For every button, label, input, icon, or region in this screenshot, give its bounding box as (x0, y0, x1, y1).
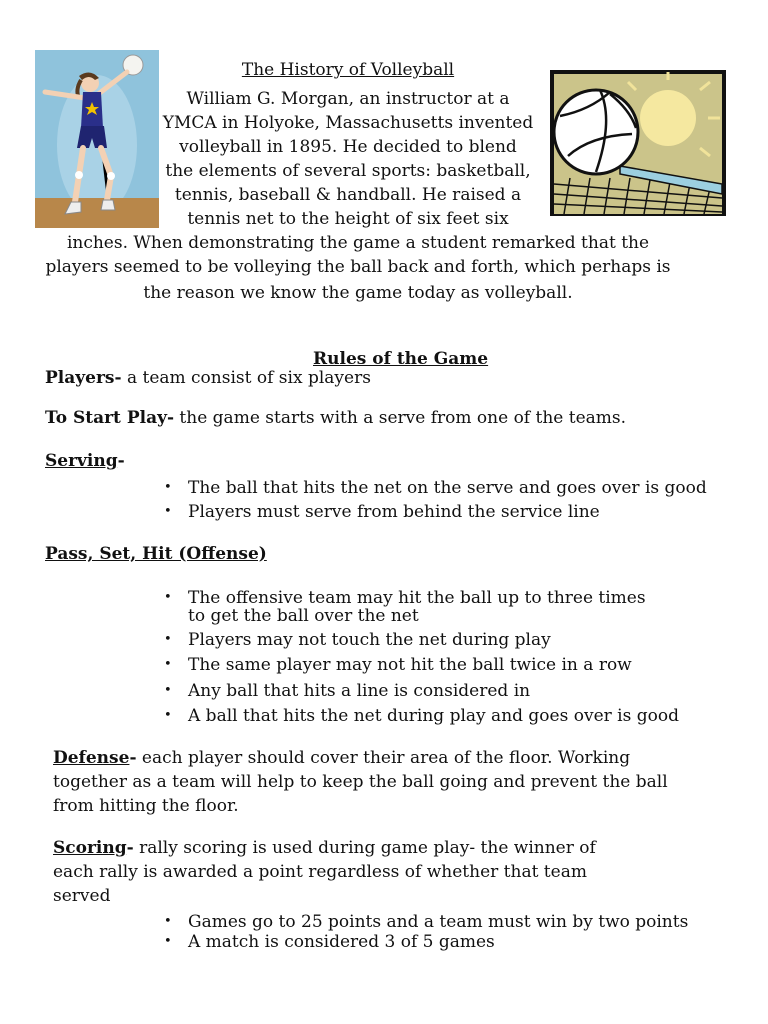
bullet-text: Players must serve from behind the service line (188, 502, 600, 522)
scoring-rule (53, 838, 596, 858)
scoring-text: rally scoring is used during game play- the winner of (133, 838, 596, 858)
bullet-text: A ball that hits the net during play and goes over is good (188, 706, 679, 726)
start-play-rule (45, 408, 626, 428)
bullet-icon: • (164, 590, 172, 605)
scoring-text: served (53, 886, 111, 906)
players-rule (45, 368, 371, 388)
bullet-text: Players may not touch the net during play (188, 630, 551, 650)
offense-label: Pass, Set, Hit (Offense) (45, 544, 267, 564)
players-label: Players- (45, 368, 122, 388)
defense-text: from hitting the floor. (53, 796, 239, 816)
bullet-text: The same player may not hit the ball twice in a row (188, 655, 632, 675)
players-text: a team consist of six players (121, 368, 371, 388)
intro-line: players seemed to be volleying the ball back and forth, which perhaps is (45, 257, 671, 277)
rules-heading: Rules of the Game (313, 349, 489, 369)
bullet-icon: • (164, 504, 172, 519)
intro-line: inches. When demonstrating the game a student remarked that the (66, 233, 650, 253)
bullet-text: The ball that hits the net on the serve and goes over is good (188, 478, 707, 498)
intro-line: volleyball in 1895. He decided to blend (179, 137, 517, 157)
bullet-text: Games go to 25 points and a team must win by two points (188, 912, 689, 932)
intro-line: YMCA in Holyoke, Massachusetts invented (162, 113, 534, 133)
serving-heading (45, 451, 125, 471)
start-play-text: the game starts with a serve from one of the teams. (174, 408, 627, 428)
defense-label: Defense (53, 748, 130, 768)
bullet-icon: • (164, 632, 172, 647)
defense-text: each player should cover their area of the floor. Working (136, 748, 631, 768)
intro-line: tennis, baseball & handball. He raised a (174, 185, 522, 205)
defense-text: together as a team will help to keep the ball going and prevent the ball (53, 772, 668, 792)
scoring-text: each rally is awarded a point regardless of whether that team (53, 862, 587, 882)
intro-line: the elements of several sports: basketball, (165, 161, 531, 181)
bullet-icon: • (164, 683, 172, 698)
offense-heading (45, 544, 267, 564)
bullet-text: to get the ball over the net (188, 606, 419, 626)
bullet-icon: • (164, 708, 172, 723)
bullet-text: The offensive team may hit the ball up to three times (188, 588, 646, 608)
intro-line: tennis net to the height of six feet six (187, 209, 509, 229)
intro-line: William G. Morgan, an instructor at a (186, 89, 510, 109)
bullet-icon: • (164, 480, 172, 495)
bullet-icon: • (164, 657, 172, 672)
document-title: The History of Volleyball (241, 60, 455, 80)
bullet-icon: • (164, 914, 172, 929)
scoring-dash: - (126, 838, 134, 858)
bullet-text: A match is considered 3 of 5 games (188, 932, 495, 952)
scoring-label: Scoring (53, 838, 127, 858)
serving-label: Serving (45, 451, 118, 471)
bullet-icon: • (164, 934, 172, 949)
serving-dash: - (117, 451, 125, 471)
defense-rule (53, 748, 630, 768)
start-play-label: To Start Play- (45, 408, 175, 428)
intro-line: the reason we know the game today as volleyball. (143, 283, 573, 303)
defense-dash: - (129, 748, 137, 768)
bullet-text: Any ball that hits a line is considered in (188, 681, 531, 701)
